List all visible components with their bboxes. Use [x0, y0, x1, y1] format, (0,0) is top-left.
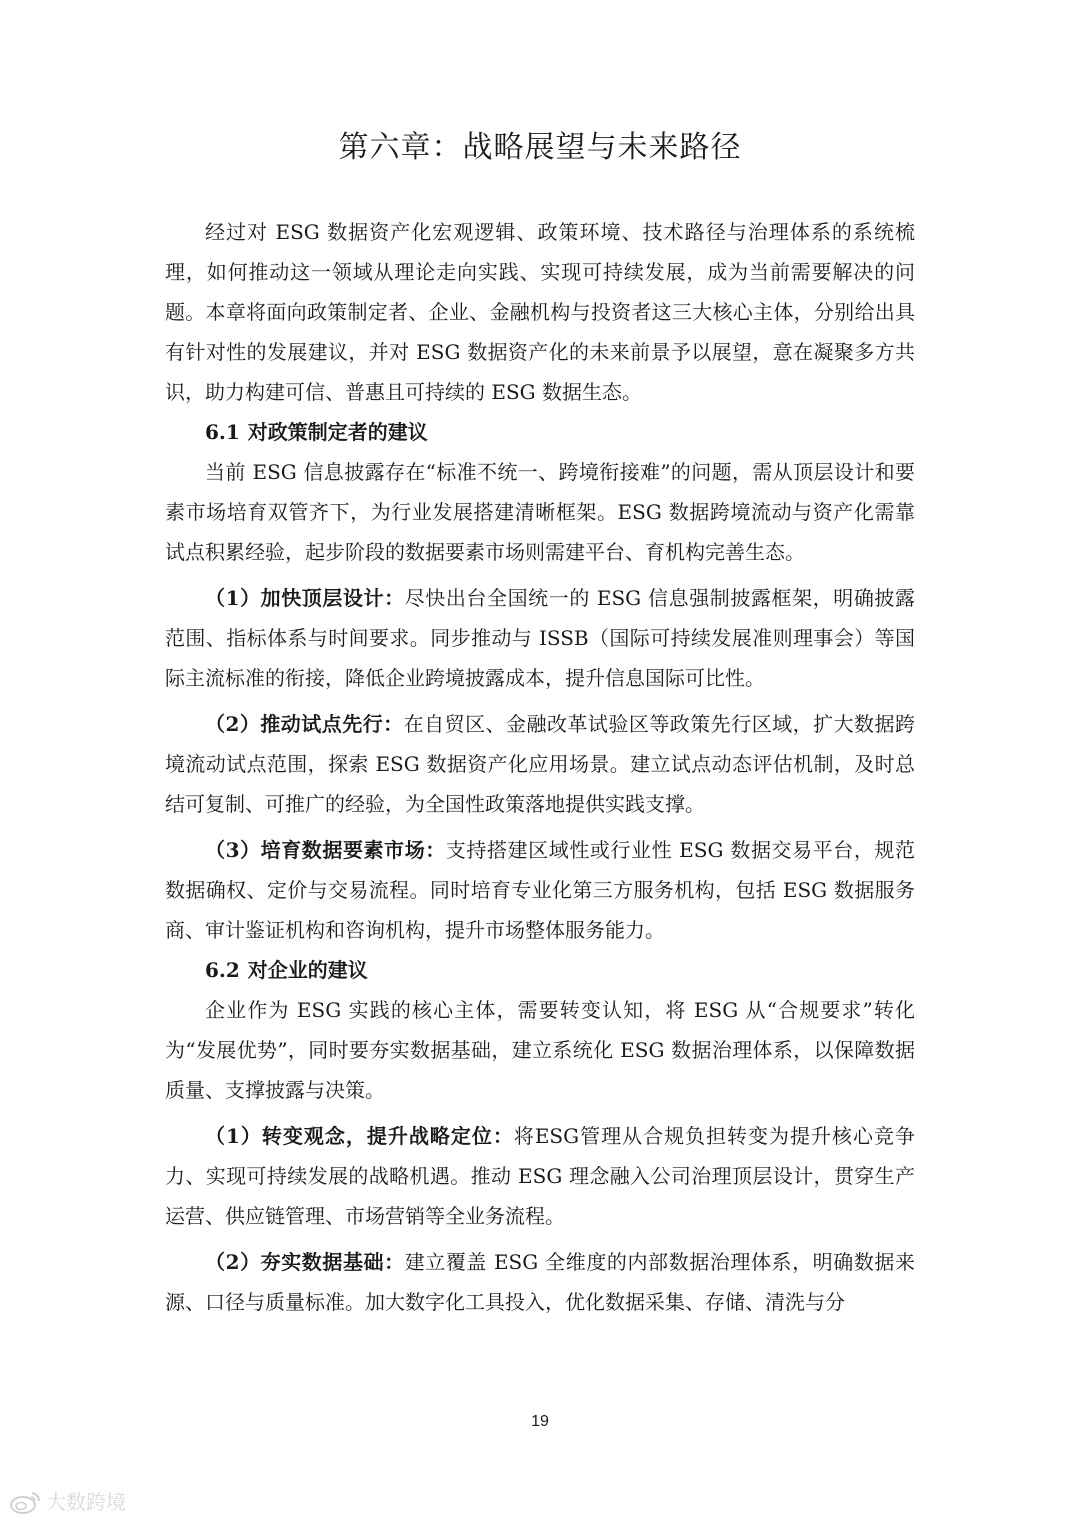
item-text: 尽快出台全国统一的 ESG 信息强制披露框架，明确披露范围、指标体系与时间要求。同步推动与 ISSB（国际可持续发展准则理事会）等国际主流标准的衔接，降低企业跨境披露成本，提升信息国际可比性。: [165, 586, 915, 690]
item-text: 在自贸区、金融改革试验区等政策先行区域，扩大数据跨境流动试点范围，探索 ESG 数据资产化应用场景。建立试点动态评估机制，及时总结可复制、可推广的经验，为全国性政策落地提供实践支撑。: [165, 712, 916, 816]
recommendation-item: [165, 830, 915, 950]
item-lead: （2）夯实数据基础：: [205, 1250, 405, 1274]
recommendation-item: [165, 1242, 915, 1322]
recommendation-item: [165, 704, 915, 824]
weibo-logo-icon: [8, 1489, 42, 1515]
section-number: 6.2: [205, 958, 240, 982]
item-text: 将ESG管理从合规负担转变为提升核心竞争力、实现可持续发展的战略机遇。推动 ESG 理念融入公司治理顶层设计，贯穿生产运营、供应链管理、市场营销等全业务流程。: [165, 1124, 915, 1228]
item-lead: （1）转变观念，提升战略定位：: [205, 1124, 514, 1148]
chapter-intro: 经过对 ESG 数据资产化宏观逻辑、政策环境、技术路径与治理体系的系统梳理，如何推动这一领域从理论走向实践、实现可持续发展，成为当前需要解决的问题。本章将面向政策制定者、企业、金融机构与投资者这三大核心主体，分别给出具有针对性的发展建议，并对 ESG 数据资产化的未来前景予以展望，意在凝聚多方共识，助力构建可信、普惠且可持续的 ESG 数据生态。: [165, 220, 915, 404]
item-text: 支持搭建区域性或行业性 ESG 数据交易平台，规范数据确权、定价与交易流程。同时培育专业化第三方服务机构，包括 ESG 数据服务商、审计鉴证机构和咨询机构，提升市场整体服务能力。: [165, 838, 915, 942]
item-lead: （3）培育数据要素市场：: [205, 838, 446, 862]
item-lead: （1）加快顶层设计：: [205, 586, 405, 610]
item-lead: （2）推动试点先行：: [205, 712, 404, 736]
section-title: 对政策制定者的建议: [247, 420, 428, 444]
section-intro: 企业作为 ESG 实践的核心主体，需要转变认知，将 ESG 从“合规要求”转化为“发展优势”，同时要夯实数据基础，建立系统化 ESG 数据治理体系，以保障数据质量、支撑披露与决策。: [165, 998, 915, 1102]
document-body: [165, 212, 915, 1322]
watermark-text: 大数跨境: [46, 1490, 126, 1514]
page-number: 19: [531, 1413, 549, 1430]
section-intro: 当前 ESG 信息披露存在“标准不统一、跨境衔接难”的问题，需从顶层设计和要素市场培育双管齐下，为行业发展搭建清晰框架。ESG 数据跨境流动与资产化需靠试点积累经验，起步阶段的数据要素市场则需建平台、育机构完善生态。: [165, 460, 915, 564]
section-title: 对企业的建议: [247, 958, 368, 982]
watermark: [8, 1488, 126, 1516]
section-heading-6-1: [165, 412, 915, 452]
chapter-title: 第六章：战略展望与未来路径: [338, 130, 742, 165]
recommendation-item: [165, 578, 915, 698]
item-text: 建立覆盖 ESG 全维度的内部数据治理体系，明确数据来源、口径与质量标准。加大数字化工具投入，优化数据采集、存储、清洗与分: [165, 1250, 915, 1314]
section-number: 6.1: [205, 420, 240, 444]
section-heading-6-2: [165, 950, 915, 990]
recommendation-item: [165, 1116, 915, 1236]
